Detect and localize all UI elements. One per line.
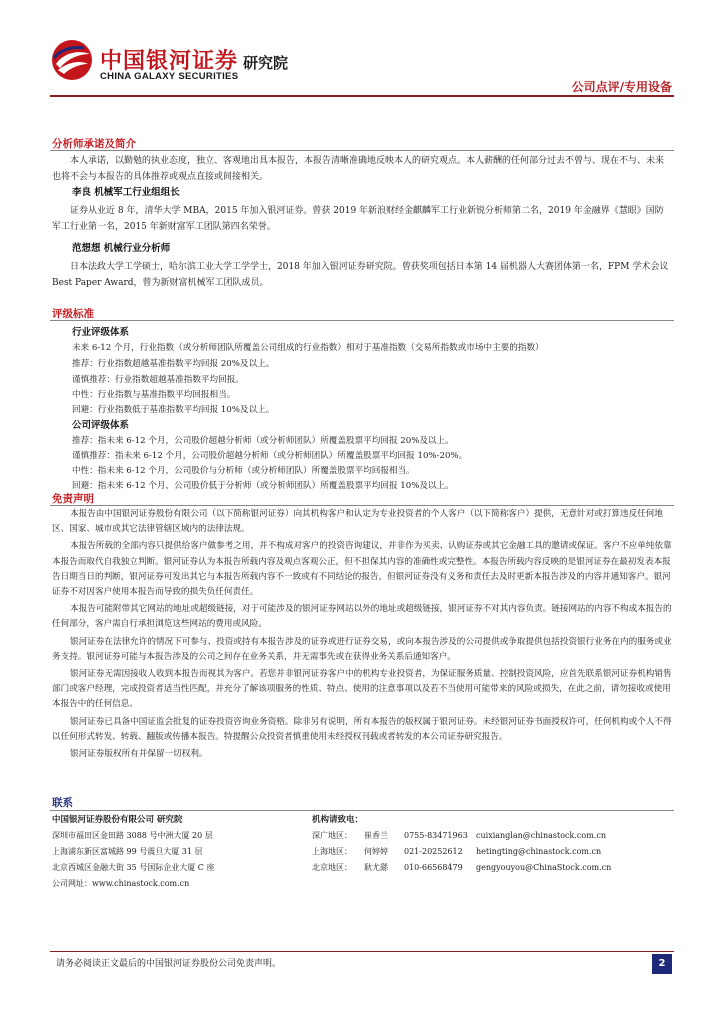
sales-region: 深广地区：: [312, 831, 352, 840]
contact-section-title: 联系: [52, 797, 73, 809]
address-line: 上海浦东新区富城路 99 号震旦大厦 31 层: [52, 847, 203, 856]
sales-email[interactable]: cuixianglan@chinastock.com.cn: [476, 831, 606, 840]
company-rating-line: 谨慎推荐：指未来 6-12 个月，公司股价超越分析师（或分析师团队）所覆盖股票平均回报 10%-20%。: [72, 451, 468, 461]
company-rating-line: 推荐：指未来 6-12 个月，公司股价超越分析师（或分析师团队）所覆盖股票平均回报 20%及以上。: [72, 436, 454, 446]
rating-section-title: 评级标准: [52, 308, 94, 320]
analyst-commitment: 本人承诺，以勤勉的执业态度，独立、客观地出具本报告，本报告清晰准确地反映本人的研究观点。本人薪酬的任何部分过去不曾与、现在不与、未来也将不会与本报告的具体推荐或观点直接或间接相关。: [52, 156, 665, 183]
disclaimer-paragraph: 本报告所载的全部内容只提供给客户做参考之用，并不构成对客户的投资咨询建议，并非作为买卖、认购证券或其它金融工具的邀请或保证。客户不应单纯依靠本报告而取代自我独立判断。银河证券认为本报告所载内容及观点客观公正，但不担保其内容的准确性或完整性。本报告所载内容反映的是银河证券在最初发表本报告日期当日的判断，银河证券可发出其它与本报告所载内容不一致或有不同结论的报告，但银河证券没有义务和责任去及时更新本报告涉及的内容并通知客户。银河证券不对因客户使用本报告而导致的损失负任何责任。: [52, 541, 672, 598]
sales-name: 崔香兰: [364, 831, 388, 840]
industry-rating-title: 行业评级体系: [72, 327, 130, 338]
disclaimer-paragraph: 银河证券版权所有并保留一切权利。: [70, 749, 208, 760]
institute-label: 研究院: [243, 54, 289, 72]
sales-phone: 0755-83471963: [404, 831, 468, 840]
disclaimer-paragraph: 本报告可能附带其它网站的地址或超级链接，对于可能涉及的银河证券网站以外的地址或超级链接，银河证券不对其内容负责。链接网站的内容不构成本报告的任何部分，客户需自行承担浏览这些网站的费用或风险。: [52, 604, 672, 630]
disclaimer-paragraph: 本报告由中国银河证券股份有限公司（以下简称银河证券）向其机构客户和认定为专业投资者的个人客户（以下简称客户）提供，无意针对或打算违反任何地区、国家、城市或其它法律管辖区域内的法律法规。: [52, 509, 663, 535]
sales-email[interactable]: hetingting@chinastock.com.cn: [476, 847, 602, 856]
industry-rating-line: 推荐：行业指数超越基准指数平均回报 20%及以上。: [72, 359, 275, 369]
analyst-bio-2: 日本法政大学工学硕士，哈尔滨工业大学工学学士，2018 年加入银河证券研究院。曾获奖项包括日本第 14 届机器人大赛团体第一名，FPM 学术会议 Best Paper Award，曾为新财富机械军工团队成员。: [52, 262, 669, 289]
company-name: 中国银河证券股份有限公司 研究院: [52, 815, 183, 825]
sales-phone: 021-20252612: [404, 847, 463, 856]
sales-region: 上海地区：: [312, 847, 352, 856]
company-rating-line: 中性：指未来 6-12 个月，公司股价与分析师（或分析师团队）所覆盖股票平均回报相当。: [72, 466, 415, 476]
section-divider: [50, 150, 674, 151]
contact-company-block: [52, 812, 302, 892]
analyst-name-1: 李良 机械军工行业组组长: [72, 187, 180, 198]
header-rule: [50, 95, 674, 97]
company-rating-line: 回避：指未来 6-12 个月，公司股价低于分析师（或分析师团队）所覆盖股票平均回报 10%及以上。: [72, 481, 454, 491]
page-number: 2: [652, 954, 672, 974]
logo-cn-text: 中国银河证券: [100, 49, 239, 74]
sales-contact-row: [312, 860, 672, 876]
logo-en-text: CHINA GALAXY SECURITIES: [100, 71, 239, 82]
footer-disclaimer-note: 请务必阅读正文最后的中国银河证券股份公司免责声明。: [56, 959, 282, 969]
industry-rating-line: 谨慎推荐：行业指数超越基准指数平均回报。: [72, 375, 244, 385]
disclaimer-paragraph: 银河证券在法律允许的情况下可参与、投资或持有本报告涉及的证券或进行证券交易，或向本报告涉及的公司提供或争取提供包括投资银行业务在内的服务或业务支持。银河证券可能与本报告涉及的公司之间存在业务关系，并无需事先或在获得业务关系后通知客户。: [52, 636, 672, 662]
company-rating-title: 公司评级体系: [72, 420, 130, 431]
analyst-name-2: 范想想 机械行业分析师: [72, 243, 171, 254]
sales-email[interactable]: gengyouyou@ChinaStock.com.cn: [476, 863, 612, 872]
sales-region: 北京地区：: [312, 863, 352, 872]
sales-title: 机构请致电：: [312, 815, 364, 825]
company-website[interactable]: 公司网址：www.chinastock.com.cn: [52, 879, 190, 888]
industry-rating-line: 中性：行业指数与基准指数平均回报相当。: [72, 390, 236, 400]
address-line: 北京西城区金融大街 35 号国际企业大厦 C 座: [52, 863, 215, 872]
sales-name: 耿尤繇: [364, 863, 388, 872]
contact-sales-block: [312, 812, 672, 876]
disclaimer-paragraph: 银河证券无需因接收人收到本报告而视其为客户。若您并非银河证券客户中的机构专业投资者，为保证服务质量、控制投资风险，应首先联系银河证券机构销售部门或客户经理，完成投资者适当性匹配，并充分了解该项服务的性质、特点、使用的注意事项以及若不当使用可能带来的风险或损失，在此之前，请勿接收或使用本报告中的任何信息。: [52, 669, 672, 710]
galaxy-logo-icon: [50, 38, 94, 82]
analyst-section-title: 分析师承诺及简介: [52, 138, 136, 150]
sales-contact-row: [312, 828, 672, 844]
section-divider: [50, 320, 674, 321]
address-line: 深圳市福田区金田路 3088 号中洲大厦 20 层: [52, 831, 213, 840]
disclaimer-body: [52, 507, 672, 764]
sales-contact-row: [312, 844, 672, 860]
industry-rating-line: 未来 6-12 个月，行业指数（或分析师团队所覆盖公司组成的行业指数）相对于基准指数（交易所指数或市场中主要的指数）: [72, 343, 544, 353]
section-divider: [50, 505, 674, 506]
sales-name: 何婷婷: [364, 847, 388, 856]
disclaimer-section-title: 免责声明: [52, 493, 94, 505]
sales-phone: 010-66568479: [404, 863, 463, 872]
report-type-label: 公司点评/专用设备: [571, 80, 672, 94]
disclaimer-paragraph: 银河证券已具备中国证监会批复的证券投资咨询业务资格。除非另有说明，所有本报告的版权属于银河证券。未经银河证券书面授权许可，任何机构或个人不得以任何形式转发、转载、翻版或传播本报告。特提醒公众投资者慎重使用未经授权刊载或者转发的本公司证券研究报告。: [52, 716, 672, 742]
analyst-bio-1: 证券从业近 8 年，清华大学 MBA，2015 年加入银河证券。曾获 2019 年新浪财经金麒麟军工行业新锐分析师第二名，2019 年金融界《慧眼》国防军工行业第一名，2015 年新财富军工团队第四名荣誉。: [52, 206, 664, 233]
footer-rule: [50, 951, 674, 952]
section-divider: [50, 810, 674, 811]
industry-rating-line: 回避：行业指数低于基准指数平均回报 10%及以上。: [72, 405, 275, 415]
